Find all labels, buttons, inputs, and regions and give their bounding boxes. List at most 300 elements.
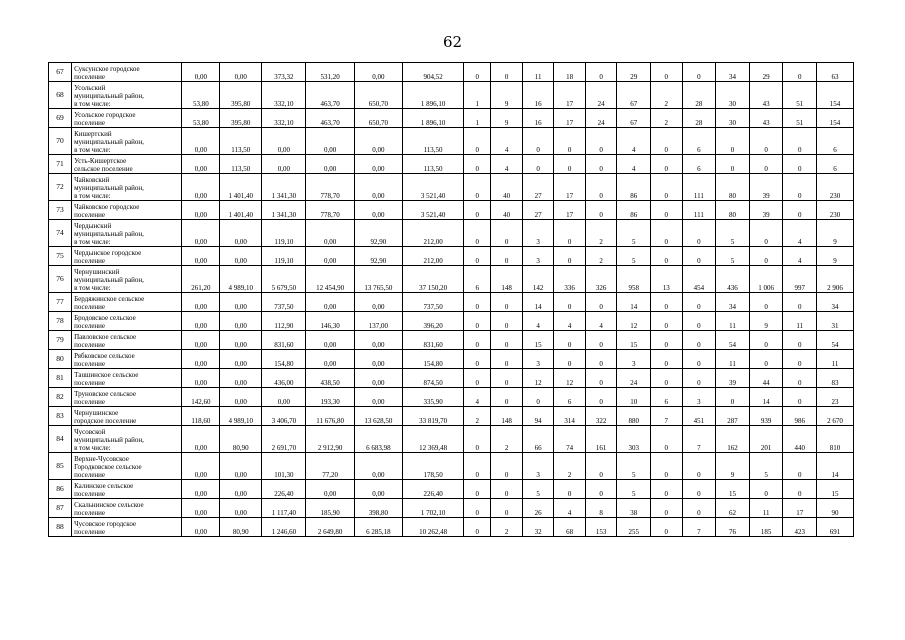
table-cell: 3 521,40 [403, 201, 464, 220]
table-cell: 0,00 [182, 453, 220, 480]
table-cell: 17 [554, 174, 586, 201]
table-cell: 90 [817, 499, 854, 518]
table-cell: 11 [749, 499, 783, 518]
table-cell: 11 [817, 350, 854, 369]
table-cell: 94 [522, 407, 554, 426]
table-cell: 0 [651, 63, 683, 82]
row-name-line: муниципальный район, [74, 138, 144, 146]
table-cell: 162 [716, 426, 750, 453]
table-cell: 0 [585, 480, 617, 499]
table-cell: 39 [749, 201, 783, 220]
row-name-line: поселение [74, 509, 106, 517]
table-cell: 0 [491, 220, 523, 247]
table-cell: 1 006 [749, 266, 783, 293]
table-cell: 0 [585, 155, 617, 174]
table-cell: 1 117,40 [262, 499, 306, 518]
row-name-line: Чусовское городское [74, 520, 137, 528]
table-cell: 3 [522, 453, 554, 480]
table-cell: 27 [522, 174, 554, 201]
table-cell: 148 [491, 266, 523, 293]
table-cell: 440 [783, 426, 817, 453]
table-cell: 0,00 [182, 499, 220, 518]
row-number: 81 [49, 369, 72, 388]
table-cell: 5 [617, 247, 651, 266]
table-cell: 0 [491, 453, 523, 480]
table-cell: 67 [617, 109, 651, 128]
table-cell: 0,00 [354, 369, 402, 388]
table-cell: 0,00 [220, 350, 262, 369]
table-cell: 650,70 [354, 82, 402, 109]
table-cell: 0,00 [306, 331, 354, 350]
table-cell: 0,00 [354, 128, 402, 155]
table-cell: 3 [522, 247, 554, 266]
table-cell: 0,00 [354, 388, 402, 407]
table-cell: 0 [783, 331, 817, 350]
table-cell: 193,30 [306, 388, 354, 407]
row-name-line: поселение [74, 211, 106, 219]
row-number: 71 [49, 155, 72, 174]
table-cell: 436 [716, 266, 750, 293]
table-row [49, 388, 854, 407]
table-cell: 0 [554, 247, 586, 266]
table-cell: 13 628,50 [354, 407, 402, 426]
table-cell: 0,00 [220, 499, 262, 518]
table-cell: 0 [554, 220, 586, 247]
table-cell: 0,00 [306, 247, 354, 266]
table-cell: 0 [651, 480, 683, 499]
table-cell: 0 [651, 201, 683, 220]
table-cell: 0 [464, 426, 491, 453]
table-cell: 0,00 [354, 453, 402, 480]
table-cell: 0,00 [262, 128, 306, 155]
table-cell: 142 [522, 266, 554, 293]
table-row [49, 350, 854, 369]
table-cell: 5 [716, 247, 750, 266]
table-cell: 230 [817, 174, 854, 201]
table-cell: 161 [585, 426, 617, 453]
table-cell: 0,00 [262, 388, 306, 407]
table-cell: 6 [682, 155, 716, 174]
table-cell: 0 [783, 155, 817, 174]
row-number: 87 [49, 499, 72, 518]
table-cell: 3 406,70 [262, 407, 306, 426]
table-cell: 66 [522, 426, 554, 453]
table-cell: 0 [464, 128, 491, 155]
table-cell: 24 [617, 369, 651, 388]
table-cell: 0,00 [354, 350, 402, 369]
table-cell: 76 [716, 518, 750, 537]
table-cell: 0,00 [182, 247, 220, 266]
row-name-line: Скальнинское сельское [74, 501, 144, 509]
row-name [72, 109, 182, 128]
table-cell: 4 [617, 155, 651, 174]
table-cell: 261,20 [182, 266, 220, 293]
table-cell: 0 [585, 453, 617, 480]
table-cell: 0 [464, 369, 491, 388]
table-cell: 0,00 [354, 331, 402, 350]
table-cell: 7 [682, 518, 716, 537]
table-cell: 0 [491, 369, 523, 388]
table-cell: 0,00 [182, 312, 220, 331]
table-row [49, 266, 854, 293]
table-cell: 137,00 [354, 312, 402, 331]
table-cell: 34 [716, 293, 750, 312]
table-cell: 119,10 [262, 220, 306, 247]
table-cell: 5 [617, 453, 651, 480]
table-cell: 0 [585, 369, 617, 388]
table-cell: 0,00 [220, 293, 262, 312]
table-cell: 11 [716, 312, 750, 331]
row-number: 78 [49, 312, 72, 331]
row-number: 73 [49, 201, 72, 220]
table-cell: 18 [554, 63, 586, 82]
row-name-line: поселение [74, 360, 106, 368]
table-cell: 9 [749, 312, 783, 331]
table-cell: 2 [464, 407, 491, 426]
table-cell: 11 [783, 312, 817, 331]
row-name-line: городское поселение [74, 417, 137, 425]
table-cell: 0 [491, 293, 523, 312]
table-cell: 1 401,40 [220, 201, 262, 220]
table-cell: 0,00 [306, 350, 354, 369]
table-cell: 51 [783, 109, 817, 128]
table-cell: 0 [682, 63, 716, 82]
table-cell: 24 [585, 109, 617, 128]
table-cell: 0 [749, 480, 783, 499]
table-cell: 43 [749, 109, 783, 128]
table-row [49, 331, 854, 350]
table-cell: 154,80 [403, 350, 464, 369]
row-name-line: Труновское сельское [74, 390, 136, 398]
table-cell: 3 [522, 350, 554, 369]
table-row [49, 518, 854, 537]
table-cell: 4 [522, 312, 554, 331]
table-cell: 101,30 [262, 453, 306, 480]
table-cell: 4 [554, 312, 586, 331]
table-cell: 0 [585, 201, 617, 220]
table-cell: 16 [522, 109, 554, 128]
table-cell: 0,00 [182, 220, 220, 247]
table-cell: 0 [682, 220, 716, 247]
row-name-line: в том числе: [74, 284, 111, 292]
table-cell: 6 [651, 388, 683, 407]
row-name-line: Павловское сельское [74, 333, 137, 341]
table-cell: 0,00 [306, 155, 354, 174]
table-cell: 153 [585, 518, 617, 537]
table-cell: 12 369,48 [403, 426, 464, 453]
table-cell: 23 [817, 388, 854, 407]
table-cell: 11 [716, 350, 750, 369]
table-cell: 0 [464, 480, 491, 499]
table-cell: 51 [783, 82, 817, 109]
table-cell: 0,00 [306, 293, 354, 312]
row-number: 80 [49, 350, 72, 369]
table-row [49, 220, 854, 247]
table-cell: 0 [783, 201, 817, 220]
table-cell: 154 [817, 82, 854, 109]
table-cell: 0,00 [220, 63, 262, 82]
row-name-line: поселение [74, 73, 106, 81]
row-number: 83 [49, 407, 72, 426]
table-cell: 0,00 [306, 220, 354, 247]
table-cell: 0 [749, 155, 783, 174]
row-name [72, 220, 182, 247]
table-cell: 40 [491, 174, 523, 201]
row-name-line: Бердяжинское сельское [74, 295, 145, 303]
table-cell: 0 [651, 293, 683, 312]
table-cell: 0 [554, 480, 586, 499]
table-cell: 737,50 [262, 293, 306, 312]
row-number: 72 [49, 174, 72, 201]
table-cell: 395,80 [220, 82, 262, 109]
table-cell: 4 [585, 312, 617, 331]
table-cell: 2 [585, 247, 617, 266]
table-cell: 314 [554, 407, 586, 426]
table-cell: 438,50 [306, 369, 354, 388]
table-cell: 2 649,80 [306, 518, 354, 537]
table-cell: 454 [682, 266, 716, 293]
table-cell: 32 [522, 518, 554, 537]
table-cell: 146,30 [306, 312, 354, 331]
table-cell: 3 [682, 388, 716, 407]
table-cell: 2 906 [817, 266, 854, 293]
table-cell: 0 [651, 174, 683, 201]
table-cell: 5 [617, 220, 651, 247]
row-name [72, 266, 182, 293]
table-cell: 6 [682, 128, 716, 155]
table-cell: 0 [464, 331, 491, 350]
row-name-line: поселение [74, 303, 106, 311]
table-row [49, 499, 854, 518]
row-number: 68 [49, 82, 72, 109]
table-cell: 396,20 [403, 312, 464, 331]
table-cell: 53,80 [182, 82, 220, 109]
table-cell: 373,32 [262, 63, 306, 82]
row-name [72, 312, 182, 331]
table-cell: 0 [682, 331, 716, 350]
table-cell: 436,00 [262, 369, 306, 388]
table-cell: 0,00 [354, 174, 402, 201]
table-cell: 0 [651, 331, 683, 350]
table-cell: 111 [682, 174, 716, 201]
row-name [72, 426, 182, 453]
row-number: 85 [49, 453, 72, 480]
table-row [49, 174, 854, 201]
table-cell: 11 [522, 63, 554, 82]
row-name-line: Городковское сельское [74, 463, 142, 471]
row-number: 76 [49, 266, 72, 293]
table-cell: 0 [491, 312, 523, 331]
table-cell: 80,90 [220, 426, 262, 453]
table-cell: 0 [464, 247, 491, 266]
row-name-line: Верхне-Чусовское [74, 455, 129, 463]
table-row [49, 155, 854, 174]
row-name-line: в том числе: [74, 444, 111, 452]
table-cell: 0,00 [220, 247, 262, 266]
row-name-line: Усольское городское [74, 111, 136, 119]
table-cell: 8 [585, 499, 617, 518]
row-name-line: муниципальный район, [74, 230, 144, 238]
table-cell: 0 [783, 174, 817, 201]
table-cell: 0 [522, 128, 554, 155]
table-cell: 14 [817, 453, 854, 480]
table-cell: 0 [749, 293, 783, 312]
table-cell: 0 [464, 518, 491, 537]
row-name [72, 480, 182, 499]
table-row [49, 109, 854, 128]
table-cell: 0 [682, 247, 716, 266]
table-cell: 1 401,40 [220, 174, 262, 201]
table-cell: 9 [491, 109, 523, 128]
table-cell: 0,00 [220, 220, 262, 247]
table-cell: 463,70 [306, 82, 354, 109]
table-cell: 16 [522, 82, 554, 109]
table-cell: 0,00 [354, 480, 402, 499]
table-cell: 6 [554, 388, 586, 407]
table-cell: 80,90 [220, 518, 262, 537]
table-cell: 0 [682, 499, 716, 518]
table-row [49, 293, 854, 312]
table-cell: 0,00 [182, 369, 220, 388]
table-cell: 0 [464, 453, 491, 480]
table-cell: 6 683,98 [354, 426, 402, 453]
row-name [72, 201, 182, 220]
table-cell: 0,00 [182, 128, 220, 155]
table-cell: 0,00 [354, 63, 402, 82]
table-cell: 14 [749, 388, 783, 407]
table-cell: 0 [716, 128, 750, 155]
data-table-container [48, 62, 854, 537]
table-cell: 332,10 [262, 109, 306, 128]
table-cell: 0 [464, 155, 491, 174]
table-cell: 113,50 [220, 155, 262, 174]
table-cell: 11 676,80 [306, 407, 354, 426]
table-cell: 0 [783, 453, 817, 480]
row-name [72, 155, 182, 174]
table-cell: 0 [464, 350, 491, 369]
table-cell: 31 [817, 312, 854, 331]
table-cell: 1 [464, 109, 491, 128]
row-name-line: Тauшинское сельское [74, 371, 139, 379]
table-cell: 43 [749, 82, 783, 109]
table-cell: 68 [554, 518, 586, 537]
row-name [72, 350, 182, 369]
table-cell: 335,90 [403, 388, 464, 407]
table-cell: 0,00 [220, 312, 262, 331]
table-cell: 118,60 [182, 407, 220, 426]
table-cell: 119,10 [262, 247, 306, 266]
table-cell: 86 [617, 174, 651, 201]
table-cell: 0 [491, 350, 523, 369]
row-name-line: муниципальный район, [74, 276, 144, 284]
table-row [49, 453, 854, 480]
table-cell: 0,00 [182, 293, 220, 312]
table-cell: 0 [464, 293, 491, 312]
table-cell: 0 [491, 331, 523, 350]
table-cell: 2 [491, 518, 523, 537]
table-cell: 86 [617, 201, 651, 220]
table-cell: 0 [783, 480, 817, 499]
table-cell: 0 [783, 293, 817, 312]
table-cell: 0 [682, 369, 716, 388]
table-cell: 0 [491, 499, 523, 518]
table-cell: 0,00 [220, 388, 262, 407]
table-row [49, 407, 854, 426]
row-name-line: муниципальный район, [74, 92, 144, 100]
table-cell: 398,80 [354, 499, 402, 518]
table-cell: 5 [716, 220, 750, 247]
table-row [49, 201, 854, 220]
table-cell: 9 [817, 220, 854, 247]
table-cell: 17 [783, 499, 817, 518]
table-cell: 26 [522, 499, 554, 518]
table-cell: 13 [651, 266, 683, 293]
table-cell: 0 [749, 220, 783, 247]
table-cell: 2 [651, 109, 683, 128]
table-cell: 2 912,90 [306, 426, 354, 453]
table-row [49, 369, 854, 388]
table-cell: 40 [491, 201, 523, 220]
table-cell: 24 [585, 82, 617, 109]
table-cell: 0 [585, 174, 617, 201]
table-cell: 451 [682, 407, 716, 426]
table-cell: 2 [585, 220, 617, 247]
table-cell: 4 989,10 [220, 266, 262, 293]
table-cell: 80 [716, 174, 750, 201]
table-cell: 0 [651, 128, 683, 155]
table-cell: 54 [817, 331, 854, 350]
table-cell: 4 [783, 247, 817, 266]
table-cell: 74 [554, 426, 586, 453]
table-cell: 0 [651, 220, 683, 247]
table-cell: 6 [464, 266, 491, 293]
table-cell: 2 670 [817, 407, 854, 426]
table-cell: 880 [617, 407, 651, 426]
table-cell: 986 [783, 407, 817, 426]
table-cell: 2 691,70 [262, 426, 306, 453]
table-cell: 0 [716, 388, 750, 407]
table-cell: 332,10 [262, 82, 306, 109]
row-name [72, 407, 182, 426]
table-cell: 0,00 [182, 155, 220, 174]
table-cell: 92,90 [354, 247, 402, 266]
table-cell: 0,00 [354, 201, 402, 220]
table-cell: 28 [682, 109, 716, 128]
table-cell: 0 [464, 499, 491, 518]
table-cell: 650,70 [354, 109, 402, 128]
table-cell: 0 [554, 293, 586, 312]
table-cell: 778,70 [306, 174, 354, 201]
table-cell: 185,90 [306, 499, 354, 518]
table-cell: 0 [651, 155, 683, 174]
row-number: 74 [49, 220, 72, 247]
table-cell: 0 [682, 350, 716, 369]
table-cell: 0,00 [220, 369, 262, 388]
table-cell: 0 [682, 453, 716, 480]
table-cell: 0 [585, 331, 617, 350]
row-name-line: поселение [74, 398, 106, 406]
row-name-line: Чердынское городское [74, 249, 142, 257]
table-cell: 0 [464, 220, 491, 247]
table-cell: 230 [817, 201, 854, 220]
table-cell: 111 [682, 201, 716, 220]
row-name-line: Калинское сельское [74, 482, 134, 490]
table-cell: 0 [491, 63, 523, 82]
table-row [49, 82, 854, 109]
row-name [72, 499, 182, 518]
row-name [72, 518, 182, 537]
table-cell: 0,00 [306, 480, 354, 499]
